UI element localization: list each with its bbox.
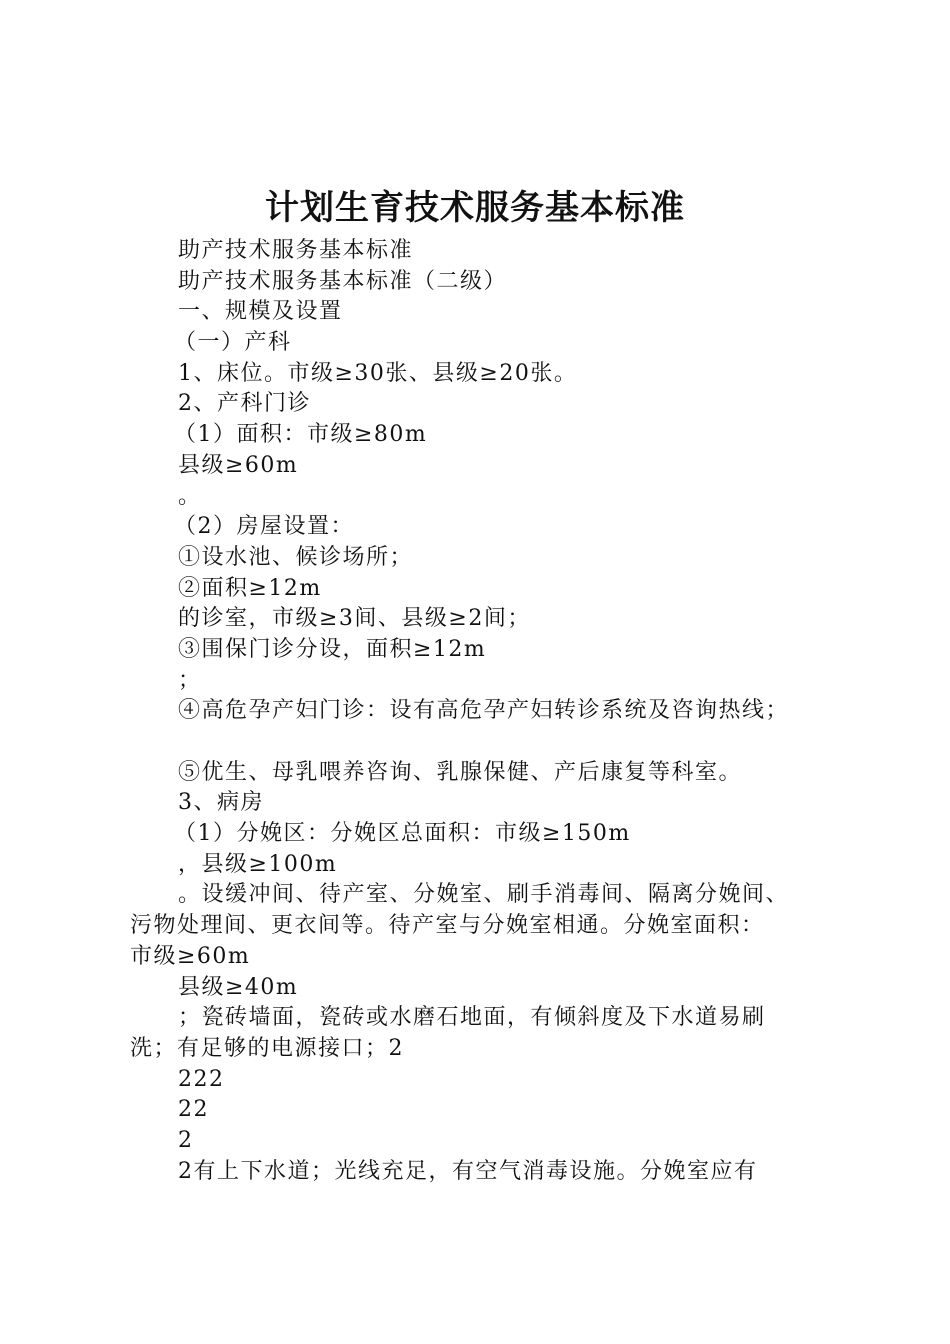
text-line: ，县级≥100m [178,851,338,877]
text-line: 助产技术服务基本标准 [178,238,414,263]
text-line: 222 [178,1066,225,1092]
text-line: ④高危孕产妇门诊：设有高危孕产妇转诊系统及咨询热线； [178,698,790,724]
document-title: 计划生育技术服务基本标准 [265,188,685,228]
text-line: （2）房屋设置： [174,514,354,540]
text-line: 一、规模及设置 [178,299,343,325]
text-line: 助产技术服务基本标准（二级） [178,268,508,294]
text-line: 县级≥40m [178,974,299,1000]
text-line: ②面积≥12m [178,575,322,601]
text-line: 市级≥60m [130,943,251,969]
text-line: 的诊室，市级≥3间、县级≥2间； [178,606,531,632]
text-line: （1）面积：市级≥80m [174,422,428,448]
text-line: 2、产科门诊 [178,391,311,417]
text-line: 22 [178,1097,209,1123]
text-line: ；瓷砖墙面，瓷砖或水磨石地面，有倾斜度及下水道易刷 [178,1005,766,1031]
text-line: ⑤优生、母乳喂养咨询、乳腺保健、产后康复等科室。 [178,759,743,785]
text-line: ①设水池、候诊场所； [178,544,414,570]
text-line: （一）产科 [174,330,292,356]
text-line: 1、床位。市级≥30张、县级≥20张。 [178,360,578,386]
text-line: 2有上下水道；光线充足，有空气消毒设施。分娩室应有 [178,1158,758,1184]
text-line: 县级≥60m [178,452,299,478]
text-line: 2 [178,1127,194,1153]
text-line: ③围保门诊分设，面积≥12m [178,636,487,662]
text-line: ； [178,667,202,693]
text-line [130,727,850,758]
text-line: 3、病房 [178,790,264,816]
text-line: 。设缓冲间、待产室、分娩室、刷手消毒间、隔离分娩间、 [178,882,790,908]
text-line: 污物处理间、更衣间等。待产室与分娩室相通。分娩室面积： [130,913,765,939]
text-line: 。 [178,483,202,509]
text-line: （1）分娩区：分娩区总面积：市级≥150m [174,821,631,847]
text-line: 洗；有足够的电源接口；2 [130,1035,404,1061]
document-body [130,236,850,1187]
